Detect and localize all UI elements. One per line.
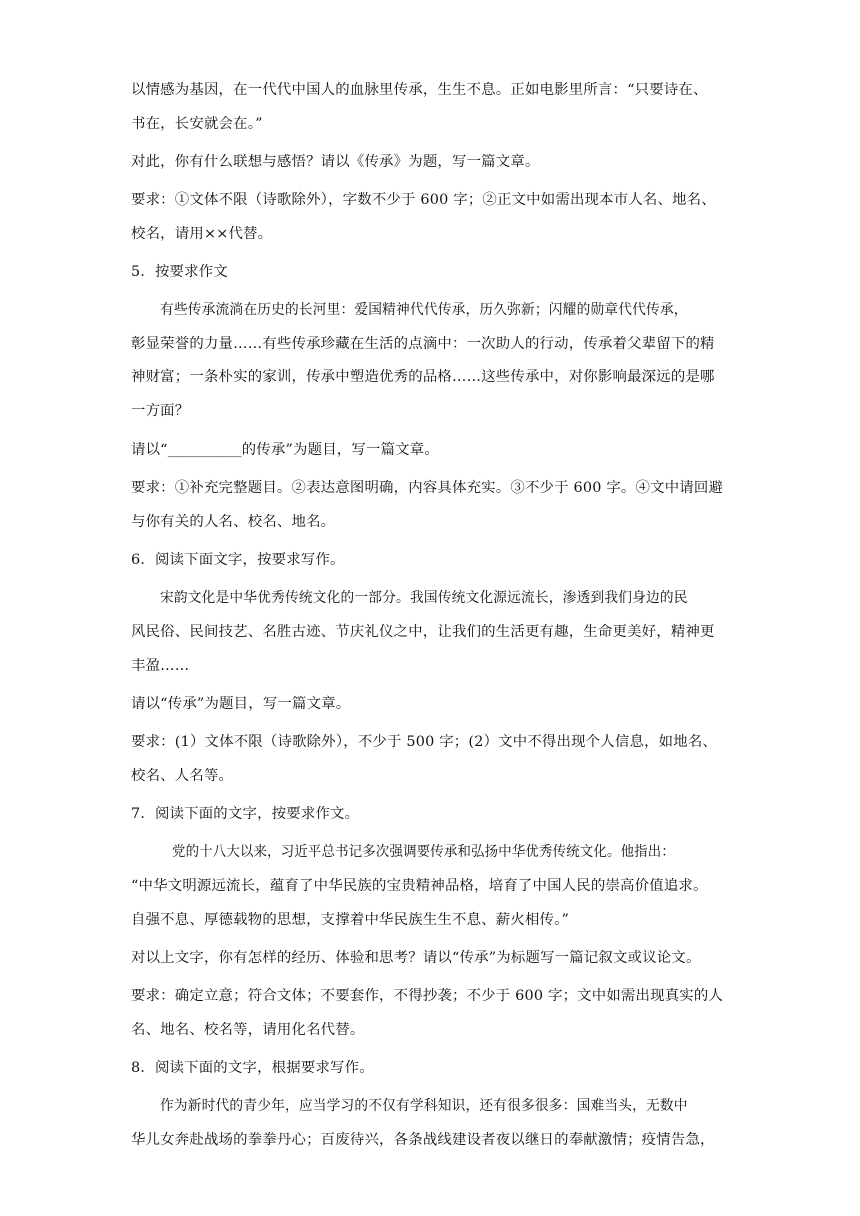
paragraph-line: 一方面？	[131, 403, 190, 419]
text-line: 要求：(1）文体不限（诗歌除外），不少于 500 字；(2）文中不得出现个人信息，如地名、	[131, 734, 718, 750]
text-line: 名、地名、校名等，请用化名代替。	[131, 1022, 365, 1038]
paragraph-line: 作为新时代的青少年，应当学习的不仅有学科知识，还有很多很多：国难当头，无数中	[160, 1098, 688, 1114]
question-heading: 7．阅读下面的文字，按要求作文。	[131, 806, 360, 822]
question-heading: 8．阅读下面的文字，根据要求写作。	[131, 1060, 374, 1076]
paragraph-line: 有些传承流淌在历史的长河里：爱国精神代代传承，历久弥新；闪耀的勋章代代传承，	[160, 302, 688, 318]
paragraph-line: 自强不息、厚德载物的思想，支撑着中华民族生生不息、薪火相传。”	[131, 912, 570, 928]
text-line: 对以上文字，你有怎样的经历、体验和思考？请以“传承”为标题写一篇记叙文或议论文。	[131, 950, 701, 966]
question-heading: 6．阅读下面文字，按要求写作。	[131, 552, 345, 568]
paragraph-line: 宋韵文化是中华优秀传统文化的一部分。我国传统文化源远流长，渗透到我们身边的民	[160, 590, 688, 606]
paragraph-line: “中华文明源远流长，蕴育了中华民族的宝贵精神品格，培育了中国人民的崇高价值追求。	[131, 878, 708, 894]
text-line: 要求：确定立意；符合文体；不要套作，不得抄袭；不少于 600 字；文中如需出现真实的人	[131, 988, 724, 1004]
paragraph-line: 彰显荣誉的力量……有些传承珍藏在生活的点滴中：一次助人的行动，传承着父辈留下的精	[131, 336, 715, 352]
text-line: 请以“__________的传承”为题目，写一篇文章。	[131, 442, 439, 458]
text-line: 要求：①补充完整题目。②表达意图明确，内容具体充实。③不少于 600 字。④文中请回避	[131, 480, 724, 496]
paragraph-line: 党的十八大以来，习近平总书记多次强调要传承和弘扬中华优秀传统文化。他指出：	[172, 844, 675, 860]
question-heading: 5．按要求作文	[131, 264, 228, 280]
text-line: 对此，你有什么联想与感悟？请以《传承》为题，写一篇文章。	[131, 154, 540, 170]
text-line: 校名，请用××代替。	[131, 226, 273, 242]
text-line: 以情感为基因，在一代代中国人的血脉里传承，生生不息。正如电影里所言：“只要诗在、	[131, 82, 708, 98]
text-line: 校名、人名等。	[131, 768, 234, 784]
text-line: 与你有关的人名、校名、地名。	[131, 514, 336, 530]
paragraph-line: 华儿女奔赴战场的拳拳丹心；百废待兴，各条战线建设者夜以继日的奉献激情；疫情告急，	[131, 1132, 715, 1148]
text-line: 要求：①文体不限（诗歌除外），字数不少于 600 字；②正文中如需出现本市人名、地名、	[131, 192, 716, 208]
paragraph-line: 丰盈……	[131, 658, 190, 674]
text-line: 书在，长安就会在。”	[131, 116, 263, 132]
paragraph-line: 风民俗、民间技艺、名胜古迹、节庆礼仪之中，让我们的生活更有趣，生命更美好，精神更	[131, 624, 715, 640]
text-line: 请以“传承”为题目，写一篇文章。	[131, 696, 351, 712]
paragraph-line: 神财富；一条朴实的家训，传承中塑造优秀的品格……这些传承中，对你影响最深远的是哪	[131, 369, 715, 385]
